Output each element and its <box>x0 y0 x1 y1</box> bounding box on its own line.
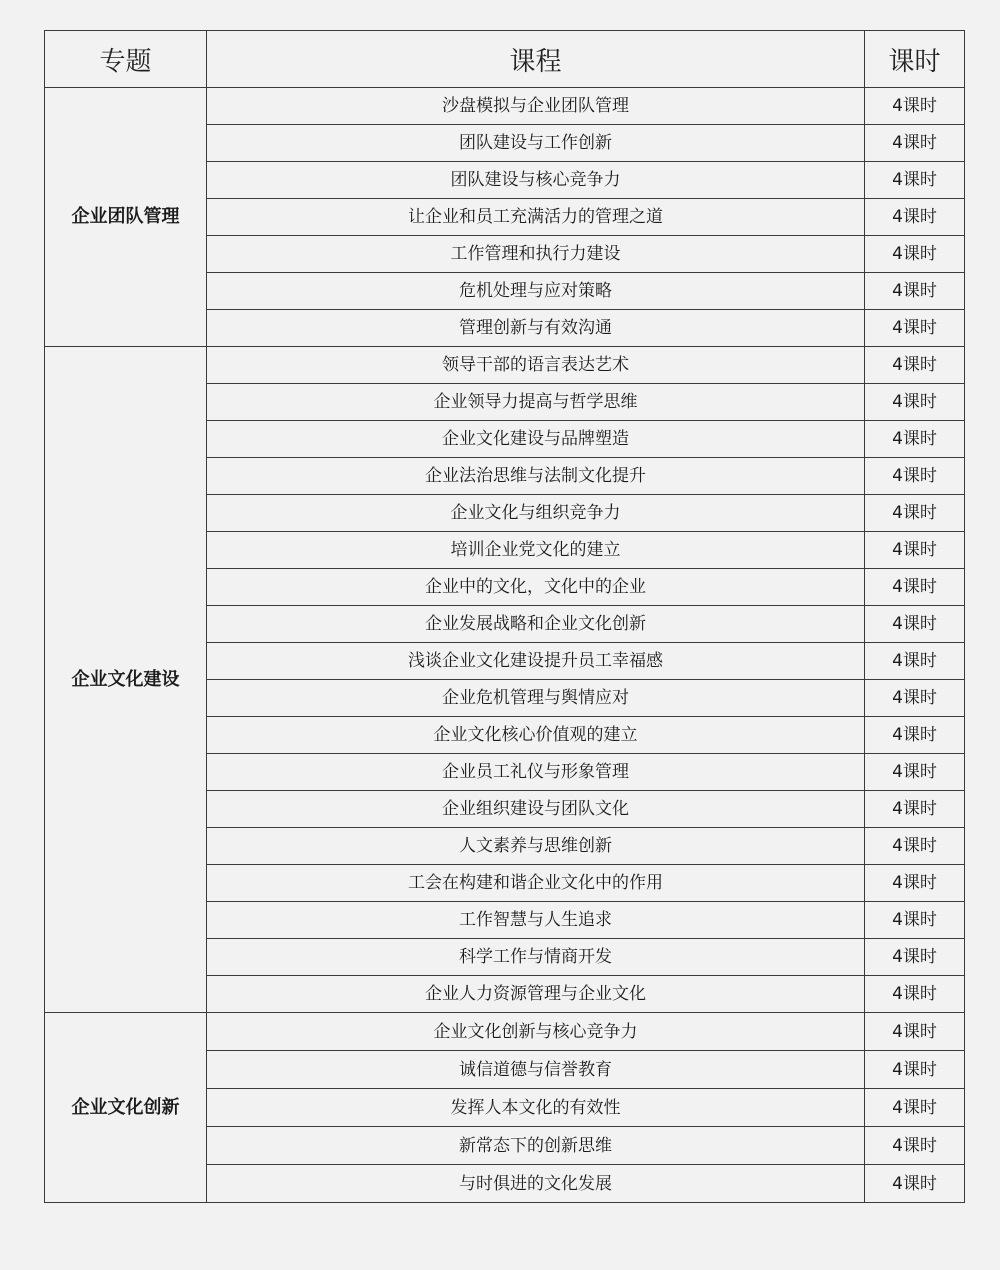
course-cell: 让企业和员工充满活力的管理之道 <box>207 199 865 236</box>
hours-cell: 4课时 <box>865 606 965 643</box>
hours-cell: 4课时 <box>865 273 965 310</box>
hours-cell: 4课时 <box>865 680 965 717</box>
course-cell: 企业员工礼仪与形象管理 <box>207 754 865 791</box>
hours-cell: 4课时 <box>865 939 965 976</box>
hours-cell: 4课时 <box>865 1089 965 1127</box>
hours-cell: 4课时 <box>865 125 965 162</box>
hours-cell: 4课时 <box>865 1013 965 1051</box>
hours-cell: 4课时 <box>865 162 965 199</box>
course-cell: 企业文化创新与核心竞争力 <box>207 1013 865 1051</box>
course-cell: 新常态下的创新思维 <box>207 1127 865 1165</box>
course-cell: 培训企业党文化的建立 <box>207 532 865 569</box>
hours-cell: 4课时 <box>865 458 965 495</box>
course-cell: 企业组织建设与团队文化 <box>207 791 865 828</box>
course-cell: 团队建设与核心竞争力 <box>207 162 865 199</box>
header-hours: 课时 <box>865 31 965 88</box>
hours-cell: 4课时 <box>865 384 965 421</box>
course-cell: 工会在构建和谐企业文化中的作用 <box>207 865 865 902</box>
hours-cell: 4课时 <box>865 347 965 384</box>
course-cell: 管理创新与有效沟通 <box>207 310 865 347</box>
hours-cell: 4课时 <box>865 643 965 680</box>
course-cell: 危机处理与应对策略 <box>207 273 865 310</box>
course-cell: 企业发展战略和企业文化创新 <box>207 606 865 643</box>
hours-cell: 4课时 <box>865 717 965 754</box>
topic-cell: 企业文化创新 <box>45 1013 207 1203</box>
hours-cell: 4课时 <box>865 495 965 532</box>
table-row <box>45 88 965 125</box>
course-cell: 诚信道德与信誉教育 <box>207 1051 865 1089</box>
hours-cell: 4课时 <box>865 902 965 939</box>
course-cell: 企业危机管理与舆情应对 <box>207 680 865 717</box>
hours-cell: 4课时 <box>865 754 965 791</box>
course-cell: 浅谈企业文化建设提升员工幸福感 <box>207 643 865 680</box>
course-cell: 科学工作与情商开发 <box>207 939 865 976</box>
course-cell: 企业文化核心价值观的建立 <box>207 717 865 754</box>
hours-cell: 4课时 <box>865 569 965 606</box>
table-row <box>45 347 965 384</box>
hours-cell: 4课时 <box>865 976 965 1013</box>
table-row <box>45 1013 965 1051</box>
topic-cell: 企业文化建设 <box>45 347 207 1013</box>
hours-cell: 4课时 <box>865 791 965 828</box>
course-cell: 企业文化建设与品牌塑造 <box>207 421 865 458</box>
hours-cell: 4课时 <box>865 1127 965 1165</box>
hours-cell: 4课时 <box>865 236 965 273</box>
hours-cell: 4课时 <box>865 88 965 125</box>
course-cell: 工作智慧与人生追求 <box>207 902 865 939</box>
hours-cell: 4课时 <box>865 421 965 458</box>
hours-cell: 4课时 <box>865 310 965 347</box>
course-cell: 企业领导力提高与哲学思维 <box>207 384 865 421</box>
hours-cell: 4课时 <box>865 828 965 865</box>
course-cell: 发挥人本文化的有效性 <box>207 1089 865 1127</box>
hours-cell: 4课时 <box>865 1051 965 1089</box>
hours-cell: 4课时 <box>865 199 965 236</box>
header-topic: 专题 <box>45 31 207 88</box>
topic-cell: 企业团队管理 <box>45 88 207 347</box>
course-cell: 与时俱进的文化发展 <box>207 1165 865 1203</box>
course-table <box>44 30 965 1203</box>
course-cell: 企业中的文化，文化中的企业 <box>207 569 865 606</box>
course-cell: 工作管理和执行力建设 <box>207 236 865 273</box>
course-cell: 沙盘模拟与企业团队管理 <box>207 88 865 125</box>
hours-cell: 4课时 <box>865 532 965 569</box>
header-row <box>45 31 965 88</box>
table-body <box>45 88 965 1203</box>
header-course: 课程 <box>207 31 865 88</box>
course-cell: 人文素养与思维创新 <box>207 828 865 865</box>
course-cell: 企业法治思维与法制文化提升 <box>207 458 865 495</box>
course-cell: 企业人力资源管理与企业文化 <box>207 976 865 1013</box>
course-cell: 企业文化与组织竞争力 <box>207 495 865 532</box>
course-cell: 团队建设与工作创新 <box>207 125 865 162</box>
course-cell: 领导干部的语言表达艺术 <box>207 347 865 384</box>
hours-cell: 4课时 <box>865 865 965 902</box>
hours-cell: 4课时 <box>865 1165 965 1203</box>
